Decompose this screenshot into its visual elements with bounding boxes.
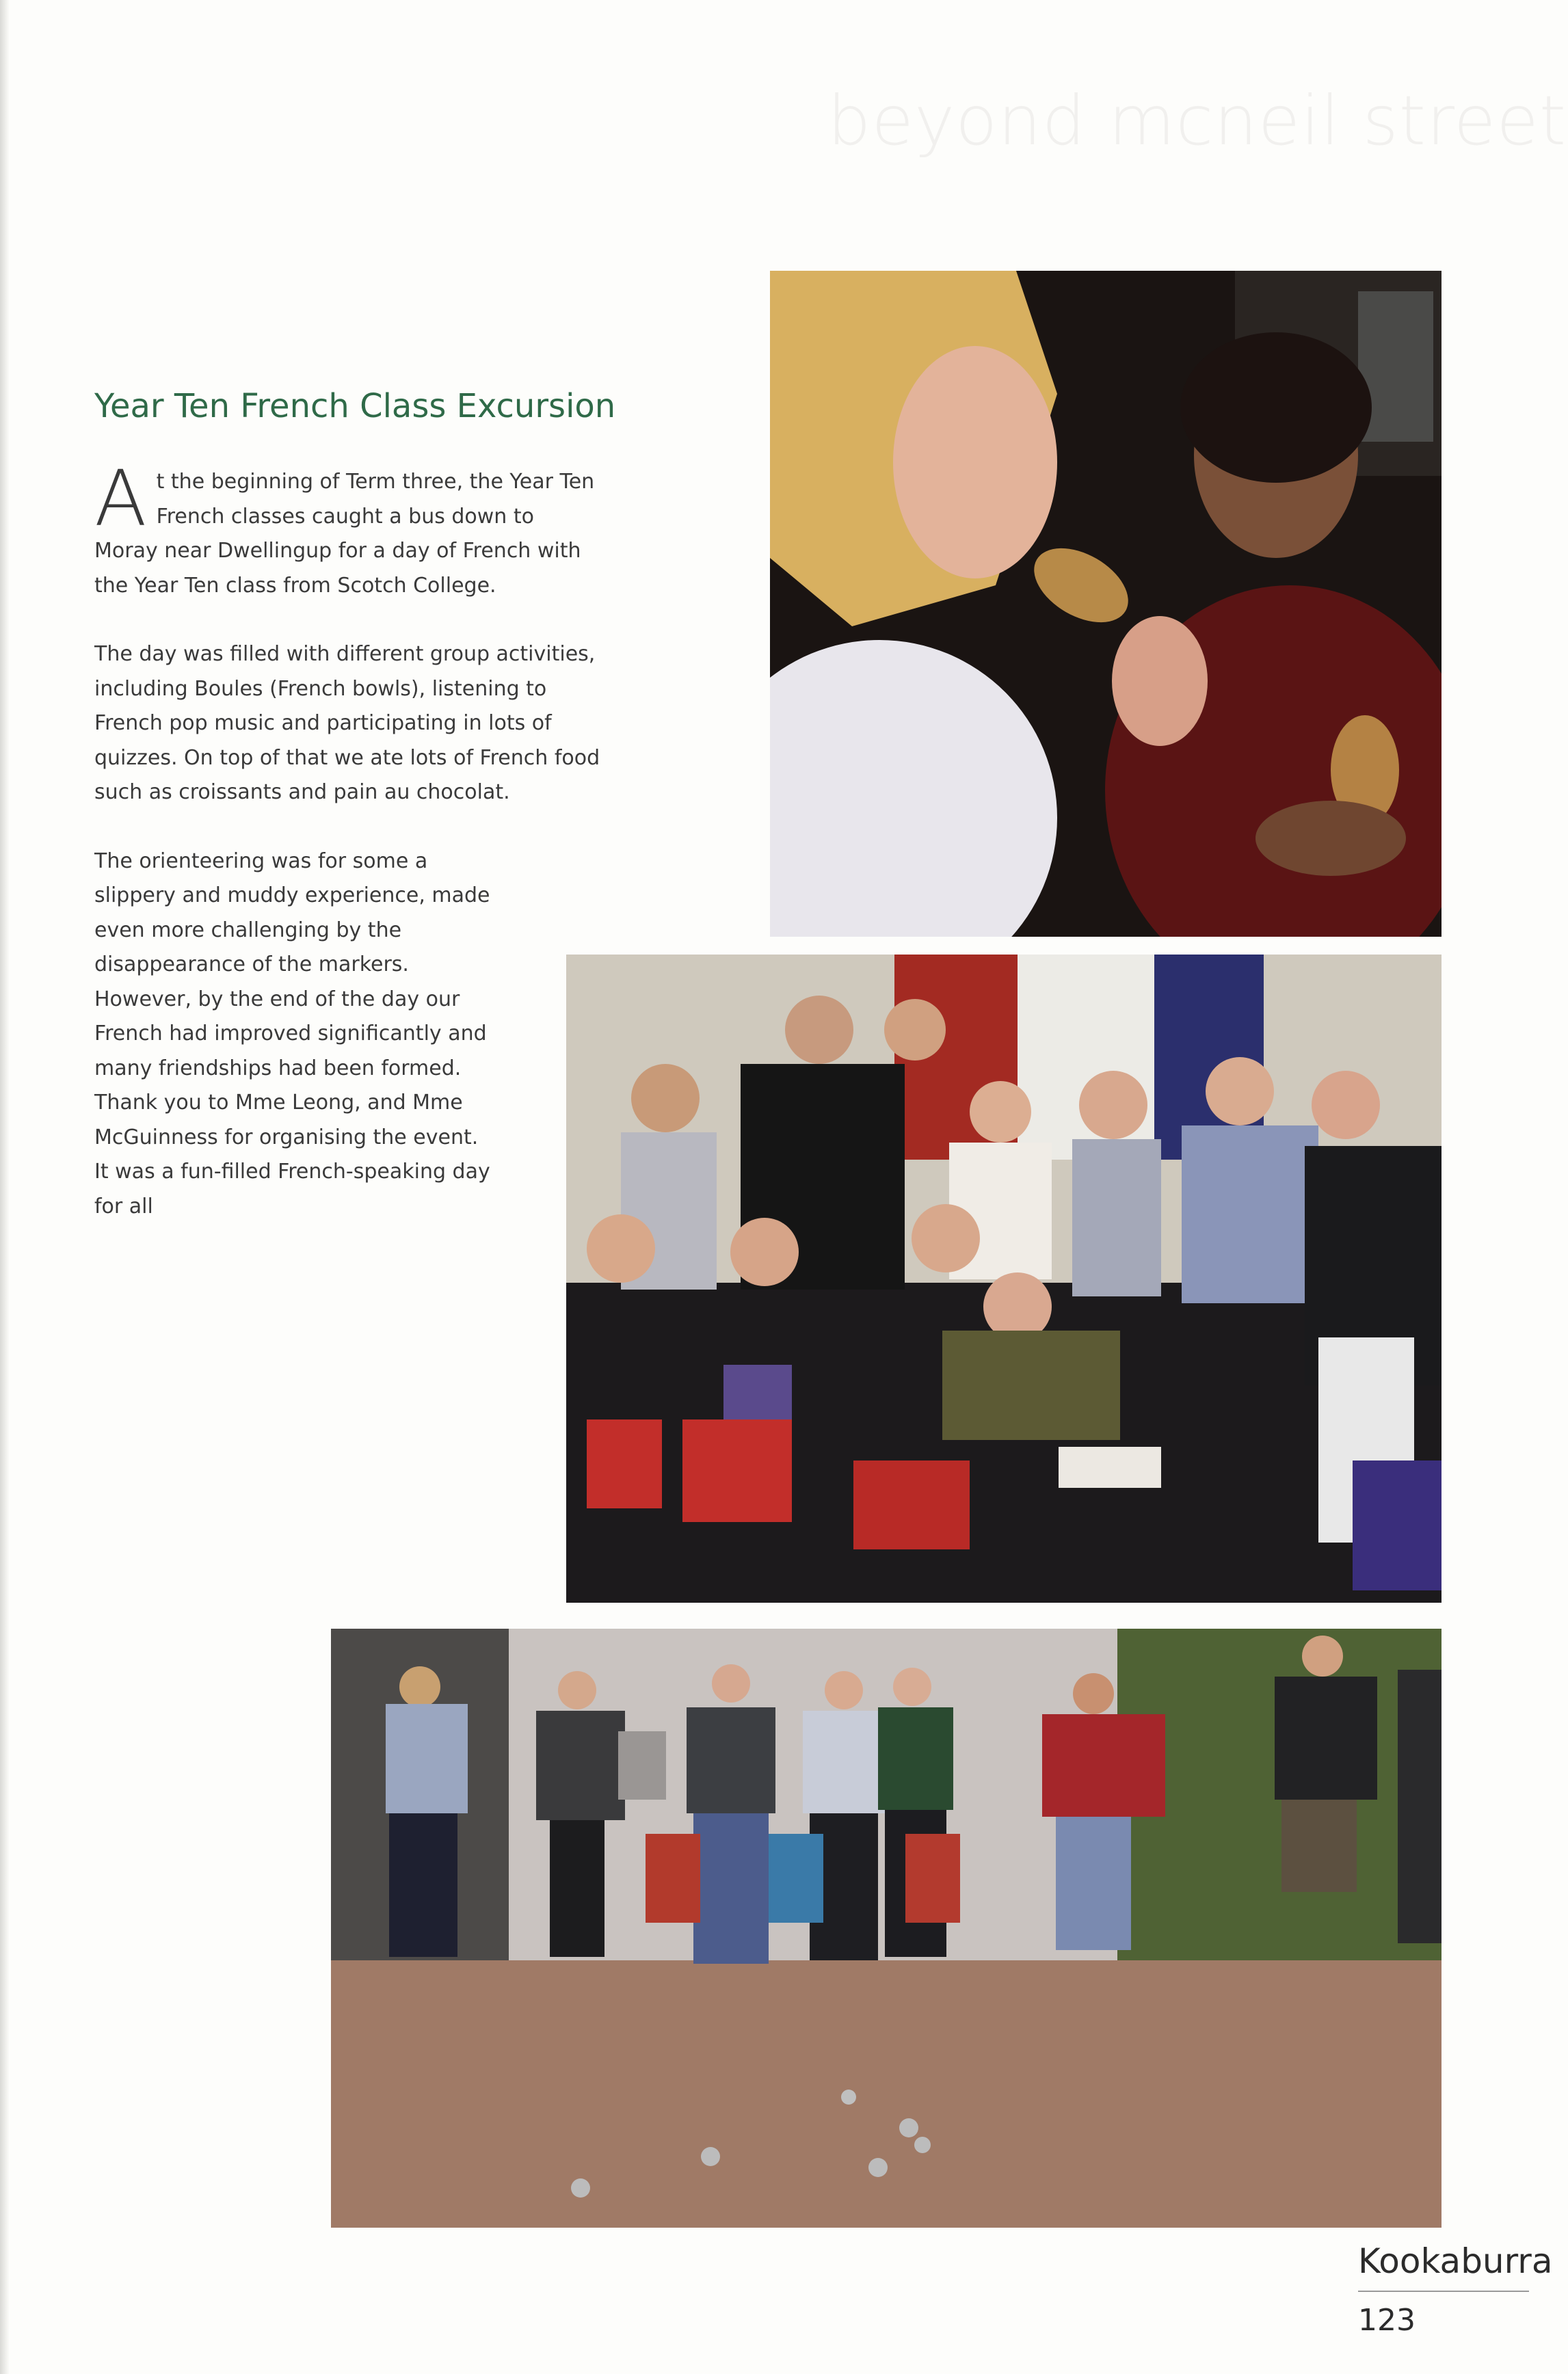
photo-boules-game bbox=[331, 1629, 1441, 2228]
drop-cap: A bbox=[94, 455, 147, 544]
paragraph-1-text: t the beginning of Term three, the Year Ten French classes caught a bus down to Moray near Dwellingup for a day of French with the Year Ten class from Scotch College. bbox=[94, 470, 595, 598]
article-paragraph-3: The orienteering was for some a slippery and muddy experience, made even more challenging by the disappearance of the markers. However, by the end of the day our French had improved significantly and many friendships had been formed. Thank you to Mme Leong, and Mme McGuinness for organising the event. It was a fun-filled French-speaking day for all bbox=[94, 849, 490, 1218]
page-edge bbox=[0, 0, 10, 2374]
photo-group-with-dictionaries bbox=[566, 955, 1441, 1603]
section-header: beyond mcneil street bbox=[827, 81, 1567, 161]
article-paragraph-2: The day was filled with different group activities, including Boules (French bowls), listening to French pop music and participating in lots of quizzes. On top of that we ate lots of French food such as croissants and pain au chocolat. bbox=[94, 642, 600, 804]
photo-students-eating-image bbox=[770, 271, 1441, 937]
article-body bbox=[94, 455, 600, 1258]
photo-boules-game-image bbox=[331, 1629, 1441, 2228]
article-paragraph-1 bbox=[94, 455, 600, 603]
photo-group-with-dictionaries-image bbox=[566, 955, 1441, 1603]
page-number: 123 bbox=[1358, 2303, 1416, 2338]
photo-students-eating bbox=[770, 271, 1441, 937]
footer-divider bbox=[1358, 2291, 1529, 2292]
article-title: Year Ten French Class Excursion bbox=[94, 387, 616, 425]
publication-title: Kookaburra bbox=[1358, 2241, 1553, 2281]
